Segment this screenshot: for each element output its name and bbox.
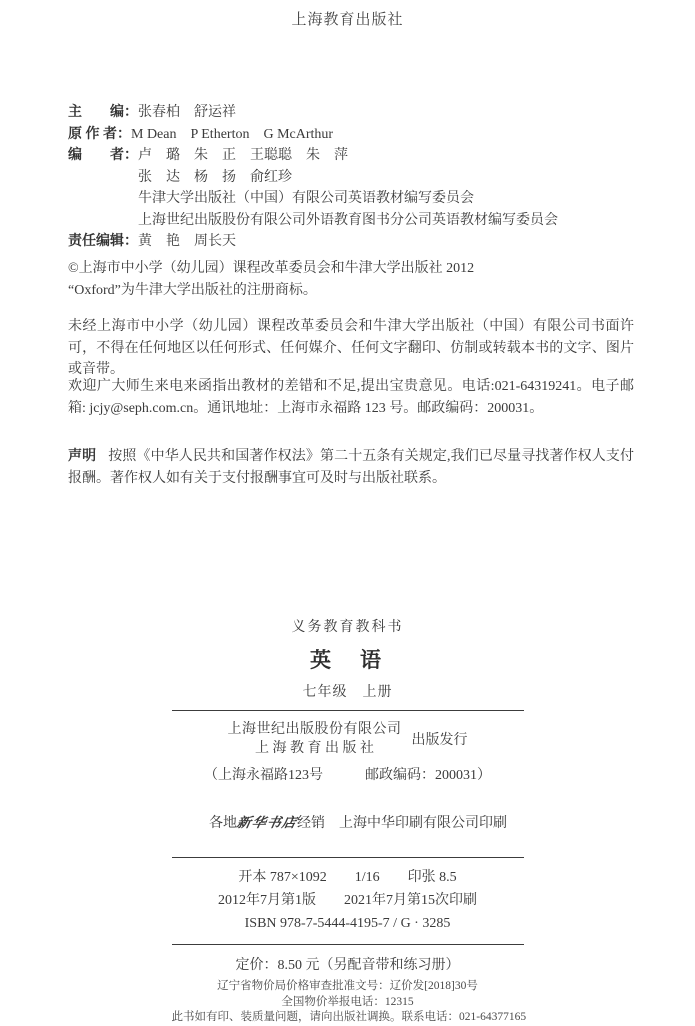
publisher-line1: 上海世纪出版股份有限公司 <box>227 722 402 737</box>
price-line: 定价：8.50 元（另配音带和练习册） <box>235 958 460 973</box>
divider-top <box>172 710 524 711</box>
credit-row-editors-cont <box>68 167 558 189</box>
print-spec-block <box>172 866 524 935</box>
colophon-block <box>171 616 527 1026</box>
credit-indent <box>68 167 138 189</box>
divider-middle <box>172 857 524 858</box>
note-quality-contact: 此书如有印、装质量问题，请向出版社调换。联系电话：021-64377165 <box>171 1011 527 1023</box>
copyright-block <box>68 258 634 301</box>
credit-row-responsible-editor <box>68 231 558 253</box>
credit-row-committee-sh <box>68 210 558 232</box>
note-price-approval: 辽宁省物价局价格审查批准文号：辽价发[2018]30号 <box>217 980 478 992</box>
publisher-address: （上海永福路123号 邮政编码：200031） <box>204 768 491 783</box>
edition-line: 2012年7月第1版 2021年7月第15次印刷 <box>218 893 477 908</box>
statement-paragraph <box>68 446 634 489</box>
publish-issue-label: 出版发行 <box>411 733 468 748</box>
publisher-line2: 上 海 教 育 出 版 社 <box>255 741 374 756</box>
credit-indent <box>68 210 138 232</box>
page-header-publisher: 上海教育出版社 <box>291 12 404 28</box>
copyright-line2: “Oxford”为牛津大学出版社的注册商标。 <box>68 282 317 298</box>
notes-block <box>171 979 527 1026</box>
divider-bottom <box>172 944 524 945</box>
credit-row-committee-oup <box>68 188 558 210</box>
credit-value: 卢 璐 朱 正 王聪聪 朱 萍 <box>138 148 348 163</box>
note-price-hotline: 全国物价举报电话：12315 <box>281 995 414 1008</box>
credit-row-original-authors <box>68 124 558 146</box>
credits-block <box>68 102 558 253</box>
credit-value: 张 达 杨 扬 俞红珍 <box>138 169 292 185</box>
xinhua-bookstore-logo: 新华书店 <box>235 816 299 831</box>
book-title: 英 语 <box>310 648 385 672</box>
book-series: 义务教育教科书 <box>291 620 404 635</box>
credit-label: 原 作 者： <box>68 126 131 142</box>
printer-name: 上海中华印刷有限公司印刷 <box>339 816 507 831</box>
book-grade: 七年级 上册 <box>302 685 393 700</box>
credit-indent <box>68 188 138 210</box>
credit-row-editors <box>68 145 558 167</box>
isbn-line: ISBN 978-7-5444-4195-7 / G · 3285 <box>244 916 451 931</box>
credit-value: 黄 艳 周长天 <box>138 234 236 249</box>
credit-label: 主 编： <box>68 105 138 120</box>
publisher-block <box>172 720 524 758</box>
credit-value: 上海世纪出版股份有限公司外语教育图书分公司英语教材编写委员会 <box>138 212 558 228</box>
distribution-prefix: 各地 <box>209 816 237 831</box>
statement-text: 按照《中华人民共和国著作权法》第二十五条有关规定,我们已尽量寻找著作权人支付报酬。著作权人如有关于支付报酬事宜可及时与出版社联系。 <box>68 449 635 486</box>
credit-value: 牛津大学出版社（中国）有限公司英语教材编写委员会 <box>138 191 474 206</box>
format-line: 开本 787×1092 1/16 印张 8.5 <box>238 870 457 885</box>
credit-value: 张春柏 舒运祥 <box>138 105 236 120</box>
permission-paragraph: 未经上海市中小学（幼儿园）课程改革委员会和牛津大学出版社（中国）有限公司书面许可，不得在任何地区以任何形式、任何媒介、任何文字翻印、仿制或转载本书的文字、图片或音带。 <box>68 319 634 377</box>
credit-label: 责任编辑： <box>68 234 138 249</box>
credit-label: 编 者： <box>68 148 138 163</box>
publisher-names <box>228 720 402 758</box>
credit-value: M Dean P Etherton G McArthur <box>131 126 334 142</box>
credit-row-chief-editor <box>68 102 558 124</box>
feedback-paragraph: 欢迎广大师生来电来函指出教材的差错和不足,提出宝贵意见。电话:021-64319241。电子邮箱: jcjy@seph.com.cn。通讯地址：上海市永福路 123 号。邮政编码：200031。 <box>68 379 634 416</box>
distribution-line <box>172 796 524 848</box>
statement-label: 声明 <box>68 449 97 464</box>
copyright-line1: ©上海市中小学（幼儿园）课程改革委员会和牛津大学出版社 2012 <box>68 261 475 276</box>
distribution-suffix: 经销 <box>297 816 325 831</box>
